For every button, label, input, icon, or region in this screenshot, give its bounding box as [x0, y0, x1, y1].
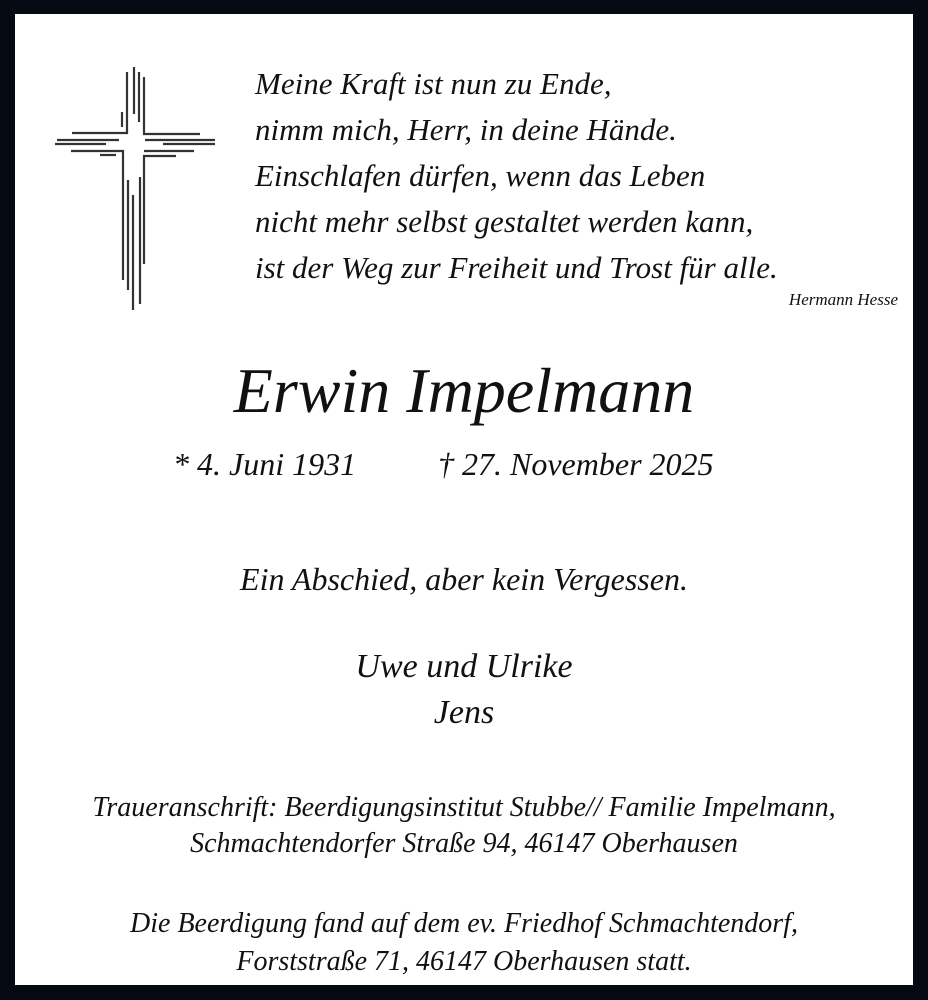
motto: Ein Abschied, aber kein Vergessen. — [240, 561, 688, 597]
birth-date: * 4. Juni 1931 — [173, 446, 357, 482]
cross-icon — [15, 14, 215, 314]
death-date: † 27. November 2025 — [438, 446, 714, 482]
funeral-line: Die Beerdigung fand auf dem ev. Friedhof Schmachtendorf, — [130, 908, 798, 939]
funeral-line: Forststraße 71, 46147 Oberhausen statt. — [236, 946, 692, 977]
poem-line: nimm mich, Herr, in deine Hände. — [255, 112, 677, 147]
poem-line: Meine Kraft ist nun zu Ende, — [255, 66, 612, 101]
poem-line: Einschlafen dürfen, wenn das Leben — [255, 158, 706, 193]
poem-line: ist der Weg zur Freiheit und Trost für alle. — [255, 250, 778, 285]
mourner-line: Jens — [433, 694, 495, 731]
obituary-card — [15, 14, 913, 985]
address-line: Schmachtendorfer Straße 94, 46147 Oberhausen — [190, 828, 738, 859]
address-line: Traueranschrift: Beerdigungsinstitut Stubbe// Familie Impelmann, — [92, 792, 836, 823]
mourner-line: Uwe und Ulrike — [355, 648, 573, 685]
deceased-name: Erwin Impelmann — [233, 355, 695, 426]
poem-line: nicht mehr selbst gestaltet werden kann, — [255, 204, 754, 239]
poem-author: Hermann Hesse — [788, 290, 898, 309]
